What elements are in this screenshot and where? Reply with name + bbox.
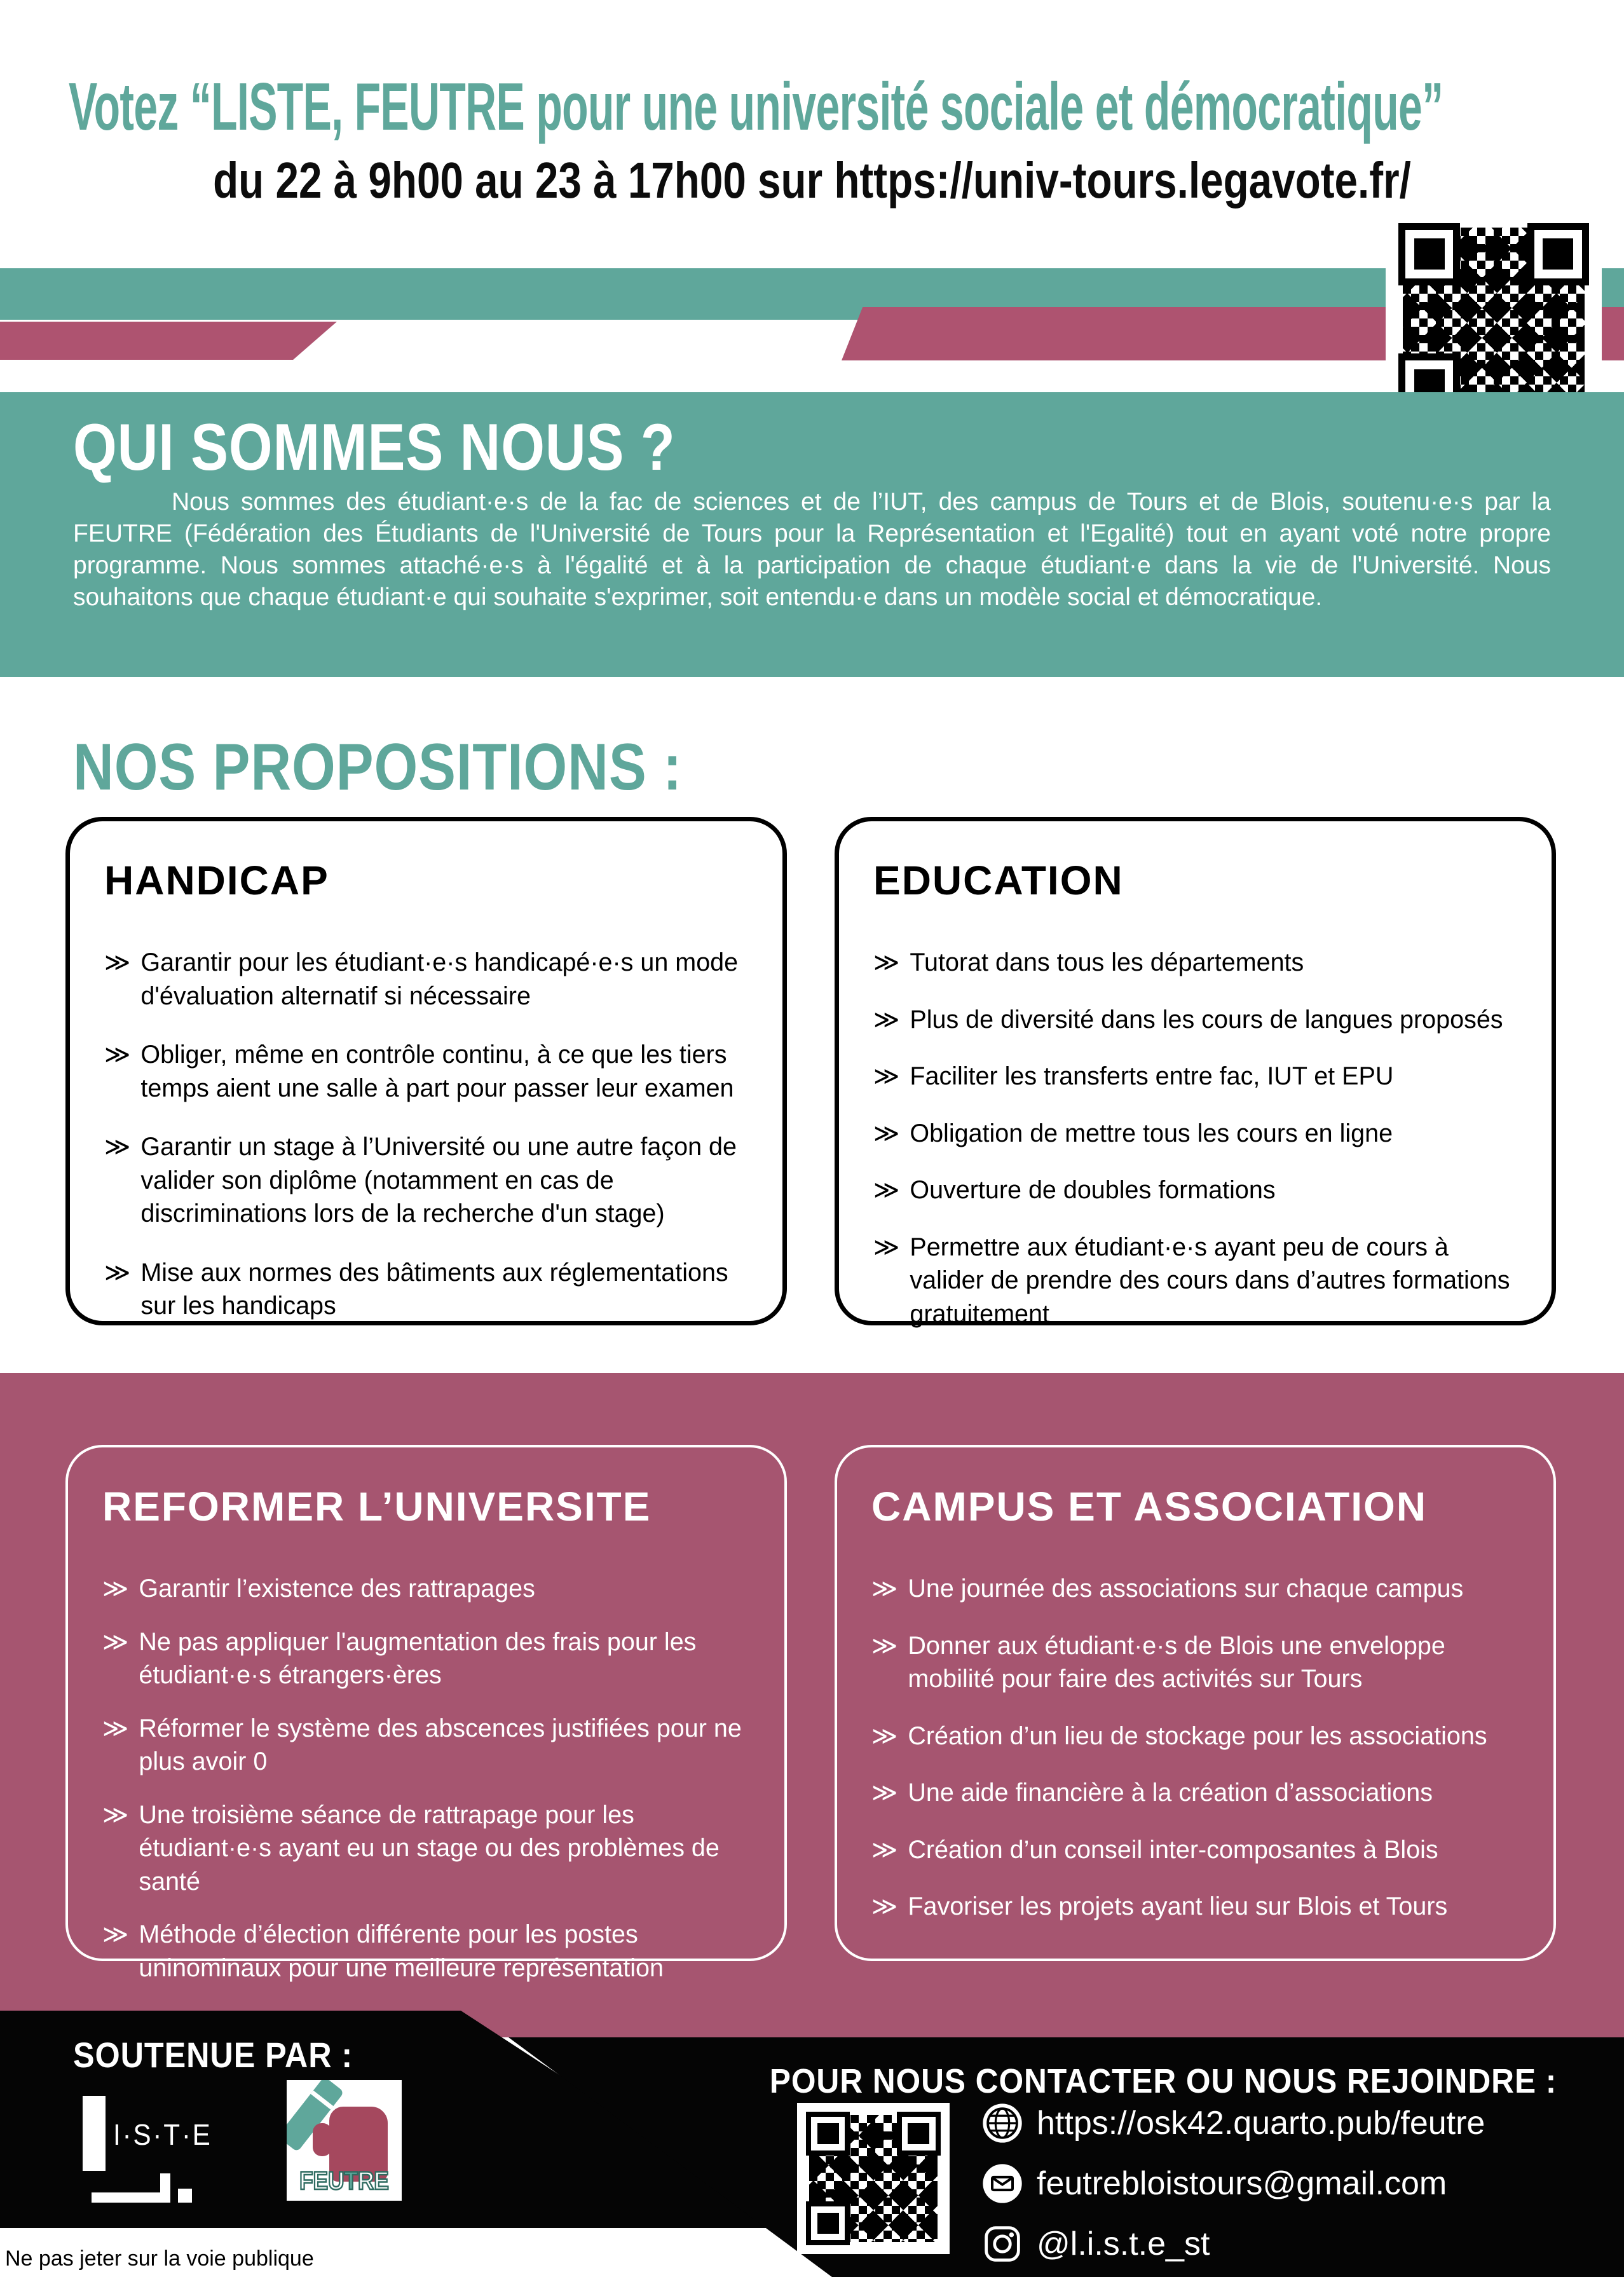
bullet-item	[102, 1798, 750, 1899]
contact-row-website[interactable]	[982, 2101, 1485, 2145]
liste-logo-bar	[83, 2096, 106, 2171]
contact-email-text[interactable]: feutrebloistours@gmail.com	[1037, 2165, 1447, 2202]
liste-logo-underline-end	[160, 2173, 170, 2203]
bullet-item	[102, 1918, 750, 1985]
contact-row-email[interactable]	[982, 2161, 1485, 2206]
card-title-reformer: REFORMER L’UNIVERSITE	[102, 1484, 652, 1529]
chevron-icon: ≫	[873, 1233, 900, 1261]
qui-sommes-nous-heading: QUI SOMMES NOUS ?	[73, 411, 676, 484]
chevron-icon: ≫	[104, 1133, 131, 1161]
card-education	[835, 817, 1556, 1328]
chevron-icon: ≫	[871, 1835, 898, 1864]
qr-finder-icon	[806, 2201, 850, 2245]
chevron-icon: ≫	[102, 1920, 129, 1949]
bullet-text: Obliger, même en contrôle continu, à ce que les tiers temps aient une salle à part pour passer leur examen	[140, 1041, 734, 1102]
bullet-text: Une troisième séance de rattrapage pour les étudiant·e·s ayant eu un stage ou des problèmes de santé	[139, 1800, 720, 1896]
qr-finder-icon	[1527, 223, 1589, 285]
bullet-text: Garantir pour les étudiant·e·s handicapé·e·s un mode d'évaluation alternatif si nécessaire	[140, 948, 739, 1010]
bullet-item	[104, 1038, 748, 1105]
chevron-icon: ≫	[873, 948, 900, 976]
bullet-item	[102, 1712, 750, 1779]
section-qui-sommes-nous	[0, 392, 1624, 677]
bullet-item	[871, 1776, 1519, 1810]
chevron-icon: ≫	[873, 1119, 900, 1147]
bullet-item	[873, 1117, 1517, 1151]
bullet-text: Donner aux étudiant·e·s de Blois une enveloppe mobilité pour faire des activités sur Tours	[908, 1631, 1445, 1693]
bullet-text: Une aide financière à la création d’associations	[908, 1779, 1433, 1807]
propositions-heading: NOS PROPOSITIONS :	[73, 730, 683, 804]
chevron-icon: ≫	[104, 948, 131, 976]
chevron-icon: ≫	[102, 1800, 129, 1829]
vote-dates-url[interactable]: du 22 à 9h00 au 23 à 17h00 sur https://univ-tours.legavote.fr/	[213, 152, 1411, 209]
instagram-icon	[982, 2224, 1023, 2264]
supported-by-label: SOUTENUE PAR :	[73, 2035, 353, 2075]
card-title-campus: CAMPUS ET ASSOCIATION	[871, 1484, 1428, 1529]
chevron-icon: ≫	[873, 1062, 900, 1091]
section-maroon	[0, 1373, 1624, 2037]
qr-finder-icon	[806, 2112, 850, 2155]
bullet-text: Permettre aux étudiant·e·s ayant peu de cours à valider de prendre des cours dans d’autres formations gratuitement	[910, 1233, 1510, 1328]
chevron-icon: ≫	[102, 1714, 129, 1742]
bullet-text: Garantir un stage à l’Université ou une autre façon de valider son diplôme (notamment en cas de discriminations lors de la recherche d'un stage)	[140, 1133, 737, 1228]
liste-logo-underline	[92, 2192, 169, 2203]
feutre-text-part: FEU	[299, 2167, 345, 2195]
chevron-icon: ≫	[871, 1892, 898, 1921]
chevron-icon: ≫	[871, 1779, 898, 1807]
bullet-item	[871, 1629, 1519, 1696]
contact-instagram-text[interactable]: @l.i.s.t.e_st	[1037, 2226, 1210, 2262]
card-title-handicap: HANDICAP	[104, 858, 329, 903]
chevron-icon: ≫	[102, 1627, 129, 1656]
bullet-item	[871, 1720, 1519, 1753]
qr-finder-icon	[897, 2112, 941, 2155]
card-campus	[835, 1445, 1556, 1961]
card-reformer	[65, 1445, 787, 1982]
bullet-item	[102, 1572, 750, 1606]
bullet-text: Méthode d’élection différente pour les postes uninominaux pour une meilleure représentation	[139, 1920, 664, 1982]
feutre-logo-text	[294, 2167, 395, 2196]
bullet-text: Tutorat dans tous les départements	[910, 948, 1304, 976]
card-reformer-list	[102, 1572, 750, 1985]
bullet-text: Mise aux normes des bâtiments aux réglementations sur les handicaps	[140, 1258, 728, 1320]
maroon-stripe-left	[0, 322, 337, 360]
bullet-text: Garantir l’existence des rattrapages	[139, 1575, 535, 1603]
chevron-icon: ≫	[873, 1005, 900, 1034]
feutre-text-part: T	[344, 2167, 358, 2195]
qr-code-contact	[797, 2103, 950, 2254]
card-title-education: EDUCATION	[873, 858, 1124, 903]
feutre-text-part: RE	[357, 2167, 389, 2195]
chevron-icon: ≫	[104, 1041, 131, 1069]
globe-icon	[982, 2103, 1023, 2144]
bullet-item	[873, 1173, 1517, 1207]
bullet-item	[873, 1003, 1517, 1037]
contact-list	[982, 2101, 1485, 2277]
page-title: Votez “LISTE, FEUTRE pour une université sociale et démocratique”	[69, 69, 1443, 144]
chevron-icon: ≫	[102, 1575, 129, 1603]
liste-logo-text: I·S·T·E	[113, 2118, 212, 2151]
qui-sommes-nous-paragraph: Nous sommes des étudiant·e·s de la fac de sciences et de l’IUT, des campus de Tours et de Blois, soutenu·e·s par la FEUTRE (Fédération des Étudiants de l'Université de Tours pour la Représentation et l'Egalité) tout en ayant voté notre propre programme. Nous sommes attaché·e·s à l'égalité et à la participation de chaque étudiant·e dans la vie de l'Université. Nous souhaitons que chaque étudiant·e qui souhaite s'exprimer, soit entendu·e dans un modèle social et démocratique.	[73, 488, 1551, 611]
bullet-text: Favoriser les projets ayant lieu sur Blois et Tours	[908, 1892, 1448, 1921]
chevron-icon: ≫	[871, 1631, 898, 1660]
card-education-list	[873, 946, 1517, 1330]
bullet-item	[871, 1890, 1519, 1924]
chevron-icon: ≫	[104, 1258, 131, 1287]
bullet-item	[871, 1572, 1519, 1606]
bullet-item	[104, 946, 748, 1013]
contact-website-text[interactable]: https://osk42.quarto.pub/feutre	[1037, 2105, 1485, 2142]
bullet-item	[873, 946, 1517, 980]
card-handicap	[65, 817, 787, 1325]
bullet-item	[873, 1060, 1517, 1093]
feutre-logo	[287, 2080, 402, 2201]
bullet-item	[104, 1130, 748, 1231]
bullet-text: Une journée des associations sur chaque campus	[908, 1575, 1464, 1603]
bullet-text: Ouverture de doubles formations	[910, 1176, 1276, 1205]
card-handicap-list	[104, 946, 748, 1323]
bullet-item	[102, 1625, 750, 1692]
contact-heading: POUR NOUS CONTACTER OU NOUS REJOINDRE :	[769, 2062, 1557, 2100]
contact-row-instagram[interactable]	[982, 2222, 1485, 2266]
bullet-text: Plus de diversité dans les cours de langues proposés	[910, 1005, 1503, 1034]
bullet-item	[873, 1231, 1517, 1331]
bullet-item	[104, 1256, 748, 1323]
qr-finder-icon	[1398, 223, 1460, 285]
bullet-text: Création d’un lieu de stockage pour les associations	[908, 1721, 1487, 1750]
card-campus-list	[871, 1572, 1519, 1924]
chevron-icon: ≫	[871, 1575, 898, 1603]
email-icon	[982, 2163, 1023, 2204]
liste-logo	[83, 2096, 212, 2203]
bullet-text: Obligation de mettre tous les cours en ligne	[910, 1119, 1393, 1147]
liste-logo-dot	[178, 2189, 192, 2203]
bullet-text: Création d’un conseil inter-composantes à Blois	[908, 1835, 1438, 1864]
chevron-icon: ≫	[871, 1721, 898, 1750]
bullet-item	[871, 1833, 1519, 1867]
bullet-text: Réformer le système des abscences justifiées pour ne plus avoir 0	[139, 1714, 742, 1776]
bullet-text: Ne pas appliquer l'augmentation des frais pour les étudiant·e·s étrangers·ères	[139, 1627, 697, 1690]
disclaimer-text: Ne pas jeter sur la voie publique	[5, 2246, 314, 2271]
chevron-icon: ≫	[873, 1176, 900, 1205]
bullet-text: Faciliter les transferts entre fac, IUT et EPU	[910, 1062, 1394, 1091]
